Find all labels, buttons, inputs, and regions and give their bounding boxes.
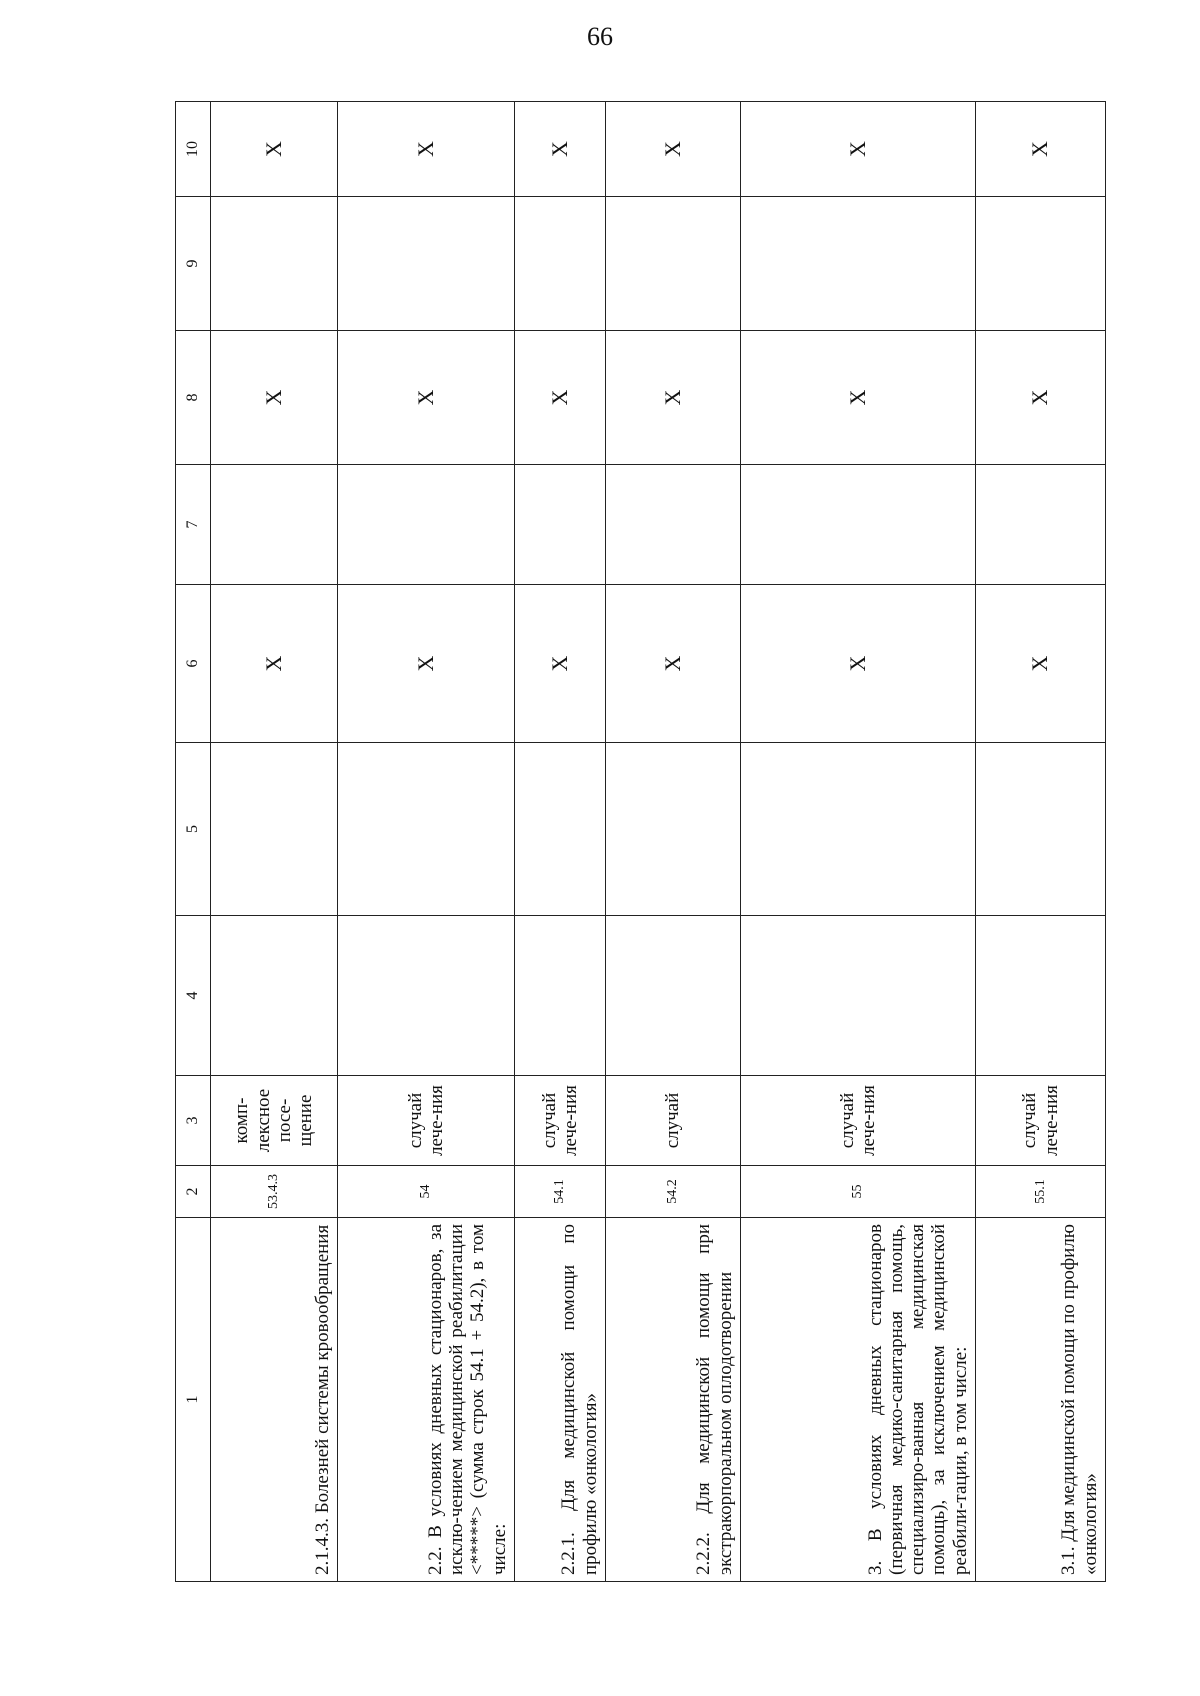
empty-cell [338,197,515,331]
table-row [338,102,515,1582]
column-header: 2 [176,1166,211,1218]
row-code-cell: 53.4.3 [211,1166,338,1218]
x-mark-cell: X [606,102,741,197]
empty-cell [338,916,515,1076]
row-unit-cell: комп-лексное посе-щение [211,1076,338,1166]
row-name-cell: 3.1. Для медицинской помощи по профилю «онкология» [976,1218,1106,1582]
empty-cell [741,743,976,916]
row-name-cell: 2.2. В условиях дневных стационаров, за исклю-чением медицинской реабилитации <*****> (сумма строк 54.1 + 54.2), в том числе: [338,1218,515,1582]
table-row [606,102,741,1582]
empty-cell [211,197,338,331]
data-table [175,101,1106,1582]
empty-cell [976,743,1106,916]
x-mark-cell: X [515,585,606,743]
row-code-cell: 54.2 [606,1166,741,1218]
empty-cell [741,197,976,331]
table-row [976,102,1106,1582]
empty-cell [515,916,606,1076]
empty-cell [515,743,606,916]
x-mark-cell: X [741,331,976,465]
x-mark-cell: X [211,331,338,465]
row-unit-cell: случай лече-ния [741,1076,976,1166]
row-unit-cell: случай [606,1076,741,1166]
row-code-cell: 55.1 [976,1166,1106,1218]
page-number: 66 [587,22,613,51]
empty-cell [515,465,606,585]
empty-cell [211,465,338,585]
table-row [741,102,976,1582]
empty-cell [606,197,741,331]
x-mark-cell: X [606,331,741,465]
column-header: 4 [176,916,211,1076]
row-unit-cell: случай лече-ния [976,1076,1106,1166]
column-header: 3 [176,1076,211,1166]
empty-cell [606,916,741,1076]
empty-cell [976,465,1106,585]
empty-cell [338,465,515,585]
x-mark-cell: X [338,102,515,197]
column-header: 7 [176,465,211,585]
row-name-cell: 2.1.4.3. Болезней системы кровообращения [211,1218,338,1582]
empty-cell [976,197,1106,331]
column-header: 5 [176,743,211,916]
header-row [176,102,211,1582]
row-name-cell: 2.2.1. Для медицинской помощи по профилю «онкология» [515,1218,606,1582]
x-mark-cell: X [976,102,1106,197]
empty-cell [338,743,515,916]
x-mark-cell: X [976,331,1106,465]
empty-cell [211,916,338,1076]
empty-cell [741,465,976,585]
column-header: 1 [176,1218,211,1582]
empty-cell [211,743,338,916]
table-row [515,102,606,1582]
row-code-cell: 54.1 [515,1166,606,1218]
x-mark-cell: X [211,585,338,743]
row-unit-cell: случай лече-ния [338,1076,515,1166]
row-code-cell: 54 [338,1166,515,1218]
x-mark-cell: X [211,102,338,197]
empty-cell [515,197,606,331]
x-mark-cell: X [976,585,1106,743]
x-mark-cell: X [741,102,976,197]
x-mark-cell: X [338,585,515,743]
empty-cell [741,916,976,1076]
row-unit-cell: случай лече-ния [515,1076,606,1166]
x-mark-cell: X [741,585,976,743]
column-header: 9 [176,197,211,331]
row-code-cell: 55 [741,1166,976,1218]
empty-cell [976,916,1106,1076]
empty-cell [606,465,741,585]
table-container [175,102,1101,1582]
x-mark-cell: X [515,331,606,465]
column-header: 10 [176,102,211,197]
table-row [211,102,338,1582]
row-name-cell: 2.2.2. Для медицинской помощи при экстракорпоральном оплодотворении [606,1218,741,1582]
column-header: 8 [176,331,211,465]
x-mark-cell: X [515,102,606,197]
column-header: 6 [176,585,211,743]
empty-cell [606,743,741,916]
x-mark-cell: X [338,331,515,465]
row-name-cell: 3. В условиях дневных стационаров (первичная медико-санитарная помощь, специализиро-ванная медицинская помощь), за исключением медицинской реабили-тации, в том числе: [741,1218,976,1582]
x-mark-cell: X [606,585,741,743]
